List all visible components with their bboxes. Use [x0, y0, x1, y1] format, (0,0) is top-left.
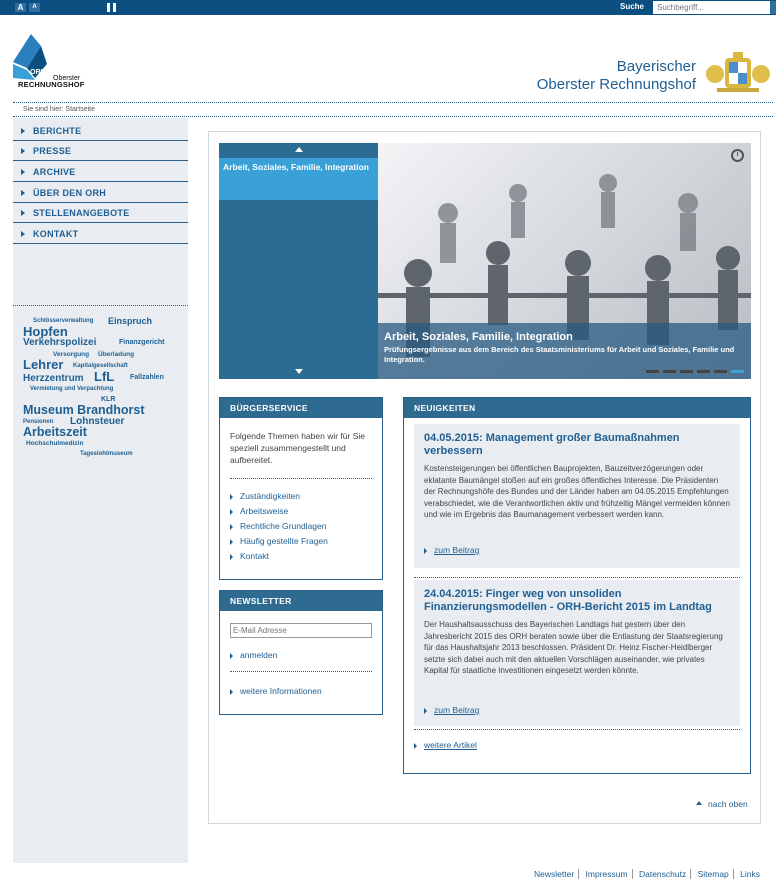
up-arrow-icon [696, 801, 702, 805]
tag[interactable]: Versorgung [53, 351, 90, 358]
site-title [537, 58, 696, 94]
tag[interactable]: KLR [101, 396, 116, 403]
tag[interactable]: Hochschulmedizin [26, 440, 84, 447]
newsletter-email-input[interactable] [230, 623, 372, 638]
font-size-large-button[interactable]: A [29, 3, 40, 12]
breadcrumb: Sie sind hier: Startseite [23, 106, 95, 113]
tag[interactable]: Hopfen [23, 324, 68, 339]
tag[interactable]: Lohnsteuer [70, 416, 125, 427]
slider-up-arrow-icon[interactable] [295, 147, 303, 152]
buergerservice-intro: Folgende Themen haben wir für Sie speziell zusammengestellt und aufbereitet. [230, 431, 365, 465]
slider-pagination [646, 370, 746, 374]
slider-dot[interactable] [663, 370, 676, 373]
newsletter-box [219, 590, 383, 715]
footer-newsletter-link[interactable]: Newsletter [530, 869, 579, 879]
autoplay-clock-icon[interactable] [731, 149, 744, 162]
slider-down-arrow-icon[interactable] [295, 369, 303, 374]
footer-datenschutz-link[interactable]: Datenschutz [635, 869, 691, 879]
search-input[interactable] [653, 1, 770, 14]
news-headline[interactable]: 04.05.2015: Management großer Baumaßnahmen verbessern [424, 432, 680, 457]
font-size-small-button[interactable]: A [15, 3, 26, 12]
tag[interactable]: LfL [94, 369, 115, 384]
footer-sitemap-link[interactable]: Sitemap [694, 869, 734, 879]
slider-dot[interactable] [714, 370, 727, 373]
tag[interactable]: Vermietung und Verpachtung [30, 386, 114, 392]
newsletter-more-info-link[interactable]: weitere Informationen [230, 686, 322, 696]
nav-item-archive[interactable]: ARCHIVE [13, 162, 188, 182]
tag-cloud [13, 305, 188, 306]
logo-rechnungshof-text: RECHNUNGSHOF [18, 80, 85, 89]
news-text: Der Haushaltsausschuss des Bayerischen Landtags hat gestern über den Jahresbericht 2015 des ORH beraten sowie über die Entlastung der Staatsregierung für das Haushaltsjahr 2013 beschlossen. Präsident Dr. Heinz Fischer-Heidlberger setzte sich dabei auch mit den aktuellen Vorschlägen auseinander, wie privates Kapital für staatliche Investitionen eingesetzt werden könnte. [424, 620, 723, 675]
news-headline[interactable]: 24.04.2015: Finger weg von unsoliden Finanzierungsmodellen - ORH-Bericht 2015 im Landtag [424, 588, 712, 613]
tag[interactable]: Finanzgericht [119, 339, 165, 346]
link-rechtliche-grundlagen[interactable]: Rechtliche Grundlagen [230, 521, 326, 531]
nav-item-kontakt[interactable]: KONTAKT [13, 224, 188, 244]
back-to-top-link[interactable]: nach oben [708, 799, 748, 809]
tag[interactable]: Lehrer [23, 357, 64, 372]
header-divider [13, 102, 773, 103]
tag[interactable]: Überladung [98, 351, 135, 358]
logo-orh-text: ORH [30, 69, 46, 76]
slider-dot[interactable] [680, 370, 693, 373]
slider-caption-text: Prüfungsergebnisse aus dem Bereich des Staatsministeriums für Arbeit und Soziales, Familie und Integration. [384, 345, 735, 364]
news-read-more-link[interactable]: zum Beitrag [424, 705, 479, 715]
tag[interactable]: Pensionen [23, 419, 54, 425]
tag[interactable]: Museum Brandhorst [23, 403, 145, 417]
search-label: Suche [620, 2, 645, 11]
nav-item-presse[interactable]: PRESSE [13, 141, 188, 161]
news-read-more-link[interactable]: zum Beitrag [424, 545, 479, 555]
tag[interactable]: Herzzentrum [23, 373, 84, 384]
nav-item-berichte[interactable]: BERICHTE [13, 121, 188, 141]
nav-item-ueber-den-orh[interactable]: ÜBER DEN ORH [13, 183, 188, 203]
bavarian-crest-icon [705, 50, 771, 94]
news-title: NEUIGKEITEN [404, 398, 750, 418]
newsletter-subscribe-link[interactable]: anmelden [230, 650, 277, 660]
slider-topic-item[interactable]: Arbeit, Soziales, Familie, Integration [219, 158, 378, 200]
footer-links-link[interactable]: Links [740, 869, 760, 879]
slider-caption-title: Arbeit, Soziales, Familie, Integration [384, 331, 573, 343]
slider-dot[interactable] [697, 370, 710, 373]
link-arbeitsweise[interactable]: Arbeitsweise [230, 506, 288, 516]
tag[interactable]: Schlösserverwaltung [33, 318, 94, 324]
news-more-articles-link[interactable]: weitere Artikel [414, 740, 477, 750]
tag[interactable]: Kapitalgesellschaft [73, 363, 128, 369]
link-kontakt[interactable]: Kontakt [230, 551, 269, 561]
slider-dot[interactable] [646, 370, 659, 373]
tag[interactable]: Arbeitszeit [23, 425, 87, 439]
footer-impressum-link[interactable]: Impressum [582, 869, 633, 879]
top-bar [0, 0, 776, 15]
search-button[interactable] [770, 1, 776, 14]
tag[interactable]: Tageslohtmuseum [80, 451, 133, 457]
footer-links [530, 869, 764, 879]
news-text: Kostensteigerungen bei öffentlichen Bauprojekten, Bauzeitverzögerungen oder eklatante Baumängel stoßen auf ein großes öffentliches Interesse. Die Präsidenten der Rechnungshöfe des Bundes und der Länder haben am 04.05.2015 Empfehlungen verabschiedet, wie die Verantwortlichen aktiv und frühzeitig Mängel vermeiden können und wie im Ergebnis das Baumanagement verbessert werden kann. [424, 464, 730, 519]
tag[interactable]: Einspruch [108, 316, 153, 326]
link-faq[interactable]: Häufig gestellte Fragen [230, 536, 328, 546]
tag[interactable]: Verkehrspolizei [23, 337, 97, 348]
pause-icon[interactable] [107, 3, 119, 12]
tag[interactable]: Fallzahlen [130, 374, 164, 381]
site-title-line1: Bayerischer [616, 58, 696, 75]
newsletter-title: NEWSLETTER [220, 591, 382, 611]
nav-item-stellenangebote[interactable]: STELLENANGEBOTE [13, 203, 188, 223]
site-title-line2: Oberster Rechnungshof [536, 76, 696, 93]
breadcrumb-divider [13, 116, 773, 117]
logo-oberster-text: Oberster [53, 75, 81, 82]
slider-dot-active[interactable] [731, 370, 744, 373]
link-zustaendigkeiten[interactable]: Zuständigkeiten [230, 491, 300, 501]
buergerservice-title: BÜRGERSERVICE [220, 398, 382, 418]
buergerservice-box [219, 397, 383, 580]
